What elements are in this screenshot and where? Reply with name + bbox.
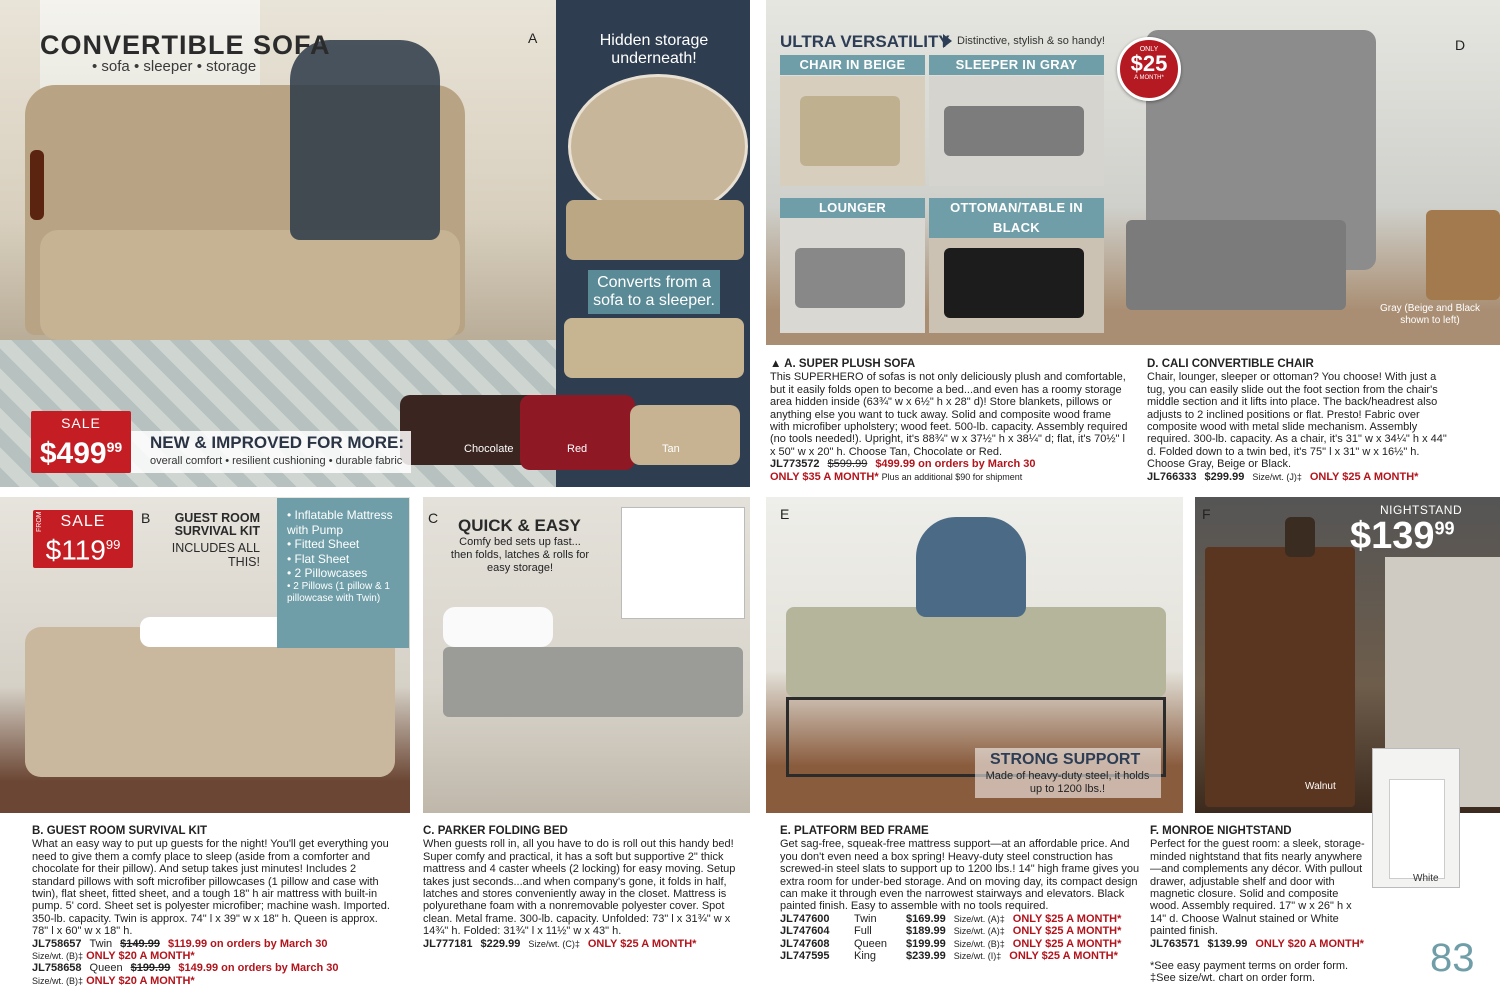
sale-label-b: SALE	[60, 513, 106, 530]
kit-title: GUEST ROOM SURVIVAL KIT	[174, 511, 260, 538]
monthly-c: ONLY $25 A MONTH*	[587, 937, 697, 950]
price-row-b2: JL758658 Queen $199.99 $149.99 on orders by March 30	[32, 962, 339, 975]
white-label: White	[1413, 873, 1439, 884]
folded-bed-inset	[621, 507, 745, 619]
page-number: 83	[1430, 936, 1475, 980]
basket	[1426, 210, 1500, 300]
white-nightstand-inset	[1372, 748, 1460, 888]
price-row-e3: JL747608 Queen $199.99 Size/wt. (B)‡ ONLY $25 A MONTH*	[780, 937, 1122, 950]
price-row-b1: JL758657 Twin $149.99 $119.99 on orders by March 30	[32, 937, 328, 950]
kit-includes: INCLUDES ALL THIS!	[171, 541, 260, 569]
tile-sleeper-gray	[929, 76, 1104, 186]
walnut-nightstand	[1205, 547, 1355, 807]
convertible-sofa-subtitle: • sofa • sleeper • storage	[92, 58, 257, 75]
badge-price: $25	[1130, 51, 1168, 76]
sale-price-b: $119	[45, 534, 106, 566]
body-a: This SUPERHERO of sofas is not only deliciously plush and comfortable, but it easily folds open to become a bed...and even has a roomy storage area hidden inside (63¾" w x 6½" h x 28" d)! Store blankets, pillows or anything else you want to tuck away. Solid and composite wood frame with microfiber upholstery; wood feet. 500-lb. capacity. Assembly required (no tools needed!). Upright, it's 88¾" w x 37½" h x 38¼" d; flat, it's 70½" l x 50" w x 20" h. Choose Tan, Chocolate or Red.	[770, 371, 1128, 458]
improved-sub: overall comfort • resilient cushioning • durable fabric	[150, 455, 403, 467]
lamp	[1285, 517, 1315, 557]
monthly-badge	[1117, 37, 1181, 101]
sizewt-c: Size/wt. (C)‡	[528, 938, 580, 949]
sofa-as-sleeper	[564, 318, 744, 378]
copy-a	[770, 358, 1132, 483]
tile-chair-beige	[780, 76, 925, 186]
copy-f	[1150, 825, 1366, 985]
sku-c: JL777181	[423, 937, 473, 950]
heading-f: F. MONROE NIGHTSTAND	[1150, 825, 1292, 837]
price-row-e2: JL747604 Full $189.99 Size/wt. (A)‡ ONLY $25 A MONTH*	[780, 925, 1122, 938]
ultra-tagline: Distinctive, stylish & so handy!	[957, 35, 1105, 47]
heading-c: C. PARKER FOLDING BED	[423, 825, 568, 837]
sizewt-d: Size/wt. (J)‡	[1252, 471, 1302, 482]
woman-with-laptop	[916, 517, 1026, 617]
sale-badge-b	[33, 510, 133, 568]
price-d: $299.99	[1204, 470, 1245, 483]
strong-support-sub: Made of heavy-duty steel, it holds up to 1200 lbs.!	[985, 770, 1150, 795]
price-f: $139.99	[1207, 937, 1248, 950]
sale-badge-a	[31, 411, 131, 473]
footnote-1: *See easy payment terms on order form.	[1150, 960, 1349, 973]
color-chocolate: Chocolate	[464, 443, 514, 455]
strong-support-title: STRONG SUPPORT	[990, 751, 1141, 768]
copy-d	[1147, 358, 1447, 483]
new-price-a: $499.99 on orders by March 30	[875, 458, 1036, 471]
sale-cents: 99	[106, 439, 123, 455]
letter-e: E	[780, 506, 790, 522]
footnote-2: ‡See size/wt. chart on order form.	[1150, 972, 1316, 985]
kit-item: • Fitted Sheet	[287, 537, 360, 551]
tile-label-ottoman: OTTOMAN/TABLE IN BLACK	[929, 198, 1104, 238]
badge-top: ONLY	[1139, 46, 1159, 53]
price-row-e1: JL747600 Twin $169.99 Size/wt. (A)‡ ONLY $25 A MONTH*	[780, 912, 1122, 925]
sale-price: $499	[39, 437, 107, 470]
tile-label-lounger: LOUNGER	[780, 198, 925, 218]
bed-pillow	[443, 607, 553, 647]
convertible-sofa-title: CONVERTIBLE SOFA	[40, 30, 331, 60]
color-red: Red	[567, 443, 588, 455]
nightstand-cents: 99	[1434, 518, 1455, 539]
tile-lounger	[780, 218, 925, 333]
shipping-a: Plus an additional $90 for shipment	[881, 471, 1023, 482]
pillows	[140, 617, 290, 647]
chair-color-note: Gray (Beige and Black shown to left)	[1379, 303, 1481, 326]
sku-d: JL766333	[1147, 470, 1197, 483]
old-price-a: $599.99	[827, 458, 868, 471]
platform-bed	[786, 607, 1166, 697]
improved-title: NEW & IMPROVED FOR MORE:	[150, 433, 405, 452]
copy-e	[780, 825, 1142, 962]
kit-item: • Inflatable Mattress with Pump	[287, 508, 393, 537]
badge-bottom: A MONTH*	[1134, 75, 1164, 81]
air-mattress	[25, 627, 395, 777]
monthly-f: ONLY $20 A MONTH*	[1255, 937, 1364, 950]
father-and-child	[290, 40, 440, 240]
sale-label: SALE	[61, 415, 101, 431]
sku-a: JL773572	[770, 458, 820, 471]
body-c: When guests roll in, all you have to do is roll out this handy bed! Super comfy and practical, it has a soft but supportive 2" thick mattress and 4 caster wheels (2 locking) for easy moving. Setup takes just seconds...and when company's gone, it folds in half, latches and stores conveniently away in the closet. Mattress is polyurethane foam with a nonremovable polyester cover. Spot clean. Metal frame. 300-lb. capacity. Unfolded: 73" l x 31¾" w x 14¾" h. Folded: 31¾" l x 11½" w x 43" h.	[423, 838, 736, 938]
copy-c	[423, 825, 753, 950]
letter-f: F	[1202, 506, 1211, 522]
kit-list	[277, 498, 409, 648]
sale-cents-b: 99	[105, 537, 121, 552]
kit-item: • 2 Pillowcases	[287, 566, 368, 580]
quick-easy-title: QUICK & EASY	[458, 516, 581, 535]
body-e: Get sag-free, squeak-free mattress support—at an affordable price. And you don't even need a box spring! Heavy-duty steel construction has screwed-in steel slats to support up to 1200 lbs.! 14" high frame gives you extra room for under-bed storage. And on moving day, its compact design can make it through even the narrowest stairways and elevators. Black painted finish. Easy to assemble with no tools required.	[780, 838, 1140, 913]
soda-bottle	[30, 150, 44, 220]
heading-b: B. GUEST ROOM SURVIVAL KIT	[32, 825, 208, 837]
body-f: Perfect for the guest room: a sleek, storage-minded nightstand that fits nearly anywhere—and complements any décor. With pullout drawer, adjustable shelf and door with magnetic closure. Solid and composite wood. Assembly required. 17" w x 26" h x 14" d. Choose Walnut stained or White painted finish.	[1150, 838, 1365, 938]
sofa-tan	[630, 405, 740, 465]
kit-item: • Flat Sheet	[287, 551, 350, 566]
sofa-open-storage	[566, 200, 744, 260]
storage-label: Hidden storage underneath!	[599, 32, 709, 67]
quick-easy-sub: Comfy bed sets up fast... then folds, latches & rolls for easy storage!	[450, 536, 590, 574]
color-tan: Tan	[662, 443, 680, 455]
letter-b: B	[141, 510, 151, 526]
letter-c: C	[428, 510, 439, 526]
letter-a: A	[528, 30, 538, 46]
converts-label: Converts from a sofa to a sleeper.	[588, 270, 720, 314]
sofa-red	[520, 395, 635, 470]
storage-closeup	[568, 74, 748, 219]
price-row-b2-meta: Size/wt. (B)‡ ONLY $20 A MONTH*	[32, 974, 195, 987]
ultra-arrow-icon	[943, 34, 952, 48]
nightstand-label: NIGHTSTAND	[1380, 503, 1463, 517]
heading-d: D. CALI CONVERTIBLE CHAIR	[1147, 358, 1314, 370]
copy-b	[32, 825, 392, 987]
monthly-d: ONLY $25 A MONTH*	[1309, 470, 1419, 483]
price-c: $229.99	[480, 937, 521, 950]
heading-e: E. PLATFORM BED FRAME	[780, 825, 929, 837]
ultra-versatility-title: ULTRA VERSATILITY	[780, 32, 950, 51]
kit-item: • 2 Pillows (1 pillow & 1 pillowcase with Twin)	[287, 580, 390, 604]
sku-f: JL763571	[1150, 937, 1200, 950]
heading-a: ▲ A. SUPER PLUSH SOFA	[770, 358, 916, 370]
monthly-a: ONLY $35 A MONTH*	[770, 470, 879, 483]
letter-d: D	[1455, 37, 1466, 53]
tile-label-beige: CHAIR IN BEIGE	[780, 55, 925, 75]
tile-label-sleeper: SLEEPER IN GRAY	[929, 55, 1104, 75]
nightstand-price: $\$139^{99}$	[1350, 515, 1455, 557]
body-d: Chair, lounger, sleeper or ottoman? You choose! With just a tug, you can easily slide out the foot section from the chair's middle section and it lifts into place. The back/headrest also adjusts to 2 inclined positions or flat. Presto! Fabric over composite wood with metal slide mechanism. Assembly required. 300-lb. capacity. As a chair, it's 31" w x 34¼" h x 44" d. Folded down to a twin bed, it's 75" l x 31" w x 16½" h. Choose Gray, Beige or Black.	[1147, 371, 1447, 471]
walnut-label: Walnut	[1305, 781, 1336, 792]
price-row-b1-meta: Size/wt. (B)‡ ONLY $20 A MONTH*	[32, 950, 195, 963]
price-row-e4: JL747595 King $239.99 Size/wt. (I)‡ ONLY $25 A MONTH*	[780, 950, 1118, 963]
folding-bed	[443, 647, 743, 717]
body-b: What an easy way to put up guests for the night! You'll get everything you need to give them a comfy place to sleep (aside from a comforter and chocolate for their pillow). And setup takes just minutes! Includes 2 standard pillows with soft microfiber pillowcases (1 pillow and case with twin), flat sheet, fitted sheet, and a tough 18" h air mattress with built-in pump. 5' cord. Sheet set is polyester microfiber; machine wash. Imported. 350-lb. capacity. Twin is approx. 74" l x 39" w x 18" h. Queen is approx. 78" l x 60" w x 18" h.	[32, 838, 390, 938]
sale-from: FROM	[36, 511, 43, 532]
